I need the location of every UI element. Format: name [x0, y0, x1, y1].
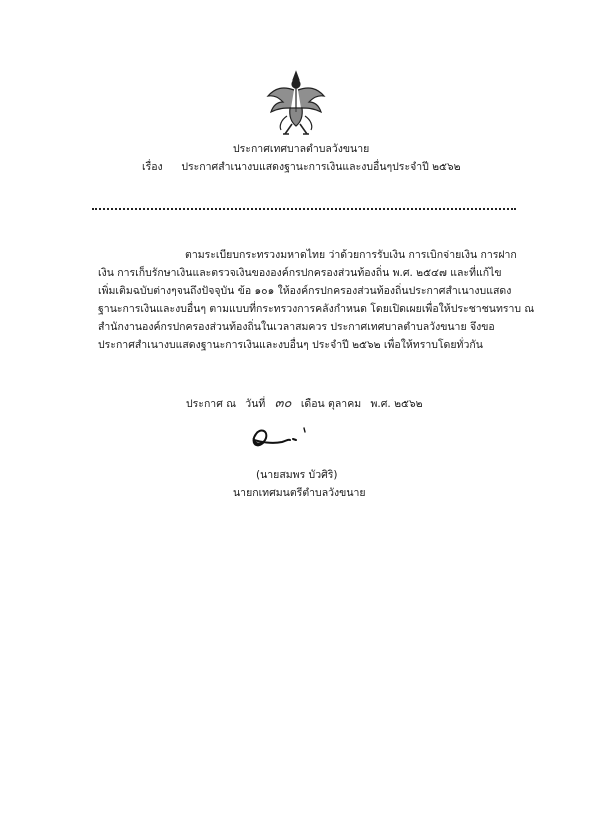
body-paragraph-line: เงิน การเก็บรักษาเงินและตรวจเงินขององค์กรปกครองส่วนท้องถิ่น พ.ศ. ๒๕๔๗ และที่แก้ไข: [98, 267, 502, 279]
announcement-title: ประกาศเทศบาลตำบลวังขนาย: [233, 143, 370, 155]
garuda-emblem-icon: [263, 68, 329, 138]
subject-label: เรื่อง: [142, 161, 163, 173]
body-paragraph-line: ฐานะการเงินและงบอื่นๆ ตามแบบที่กระทรวงการคลังกำหนด โดยเปิดเผยเพื่อให้ประชาชนทราบ ณ: [98, 303, 535, 315]
subject-text: ประกาศสำเนางบแสดงฐานะการเงินและงบอื่นๆประจำปี ๒๕๖๒: [181, 161, 461, 173]
handwritten-day: ๓๐: [274, 396, 292, 411]
body-paragraph-line: ตามระเบียบกระทรวงมหาดไทย ว่าด้วยการรับเงิน การเบิกจ่ายเงิน การฝาก: [185, 249, 517, 261]
signer-position: นายกเทศมนตรีตำบลวังขนาย: [233, 487, 366, 499]
dotted-divider: [92, 208, 516, 210]
handwritten-signature-icon: [246, 420, 316, 454]
body-paragraph-line: ประกาศสำเนางบแสดงฐานะการเงินและงบอื่นๆ ประจำปี ๒๕๖๒ เพื่อให้ทราบโดยทั่วกัน: [98, 339, 483, 351]
announce-prefix: ประกาศ ณ: [186, 398, 236, 410]
body-paragraph-line: สำนักงานองค์กรปกครองส่วนท้องถิ่นในเวลาสมควร ประกาศเทศบาลตำบลวังขนาย จึงขอ: [98, 321, 495, 333]
body-paragraph-line: เพิ่มเติมฉบับต่างๆจนถึงปัจจุบัน ข้อ ๑๐๑ ให้องค์กรปกครองส่วนท้องถิ่นประกาศสำเนางบแสดง: [98, 285, 512, 297]
subject-line: [142, 158, 461, 175]
announcement-date-line: [186, 392, 429, 413]
signer-name: (นายสมพร บัวศิริ): [256, 469, 338, 481]
month-text: เดือน ตุลาคม: [300, 398, 362, 410]
year-text: พ.ศ. ๒๕๖๒: [370, 398, 423, 410]
day-label: วันที่: [245, 398, 266, 410]
